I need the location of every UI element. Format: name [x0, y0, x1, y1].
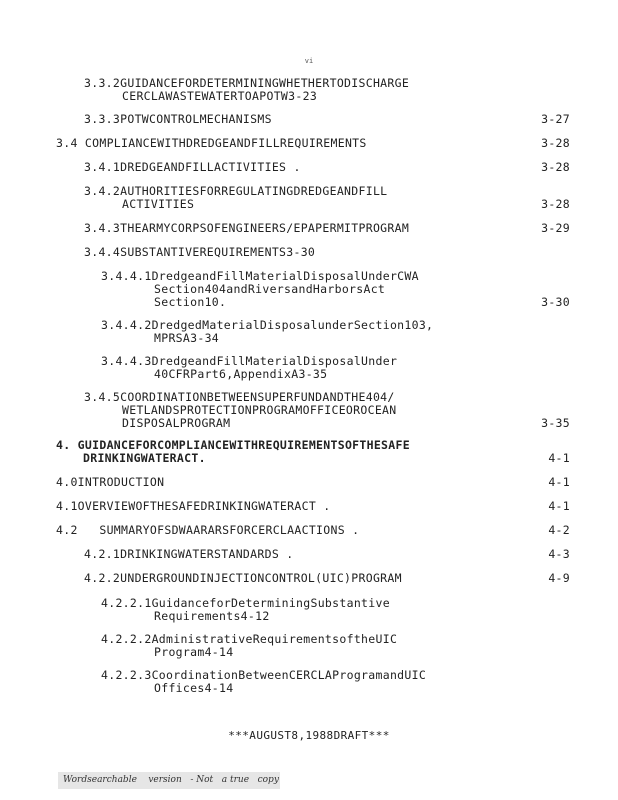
draft-date-footer: ***AUGUST8,1988DRAFT***: [228, 729, 390, 742]
toc-page-ref: 3-28: [541, 160, 570, 174]
toc-entry-line: 3.4.5COORDINATIONBETWEENSUPERFUNDANDTHE404/: [84, 390, 395, 404]
toc-entry-line: DRINKINGWATERACT.: [83, 451, 206, 465]
toc-entry: [56, 500, 570, 513]
toc-entry-line: 4.2.2.1GuidanceforDeterminingSubstantive: [101, 596, 390, 610]
toc-entry-line: 4.2.1DRINKINGWATERSTANDARDS .: [84, 547, 294, 561]
toc-entry: [56, 137, 570, 150]
toc-entry-line: 3.4.4.2DredgedMaterialDisposalunderSection103,: [101, 318, 434, 332]
toc-entry: [101, 597, 570, 623]
toc-page-ref: 4-9: [548, 571, 570, 585]
toc-entry-line: Program4-14: [154, 645, 234, 659]
toc-entry: [101, 270, 570, 309]
toc-entry-line: CERCLAWASTEWATERTOAPOTW3-23: [122, 89, 318, 103]
toc-page-ref: 4-2: [548, 523, 570, 537]
toc-entry-line: 4.2 SUMMARYOFSDWAARARSFORCERCLAACTIONS .: [56, 523, 360, 537]
toc-entry: [101, 319, 570, 345]
toc-entry-line: 3.3.2GUIDANCEFORDETERMININGWHETHERTODISCHARGE: [84, 76, 410, 90]
toc-entry-line: 3.4.3THEARMYCORPSOFENGINEERS/EPAPERMITPROGRAM: [84, 221, 410, 235]
toc-entry: [84, 113, 570, 126]
toc-entry-line: Section10.: [154, 295, 227, 309]
toc-entry-line: 40CFRPart6,AppendixA3-35: [154, 367, 328, 381]
toc-entry-line: 3.4.2AUTHORITIESFORREGULATINGDREDGEANDFILL: [84, 184, 388, 198]
toc-page-ref: 4-1: [548, 451, 570, 465]
toc-entry-line: 3.4 COMPLIANCEWITHDREDGEANDFILLREQUIREMENTS: [56, 136, 367, 150]
watermark-banner: Wordsearchable version - Not a true copy: [58, 772, 280, 789]
toc-entry: [84, 391, 570, 430]
toc-entry: [84, 185, 570, 211]
toc-page-ref: 4-3: [548, 547, 570, 561]
toc-entry-line: 3.3.3POTWCONTROLMECHANISMS: [84, 112, 272, 126]
toc-entry: [84, 222, 570, 235]
toc-entry-line: 3.4.4.1DredgeandFillMaterialDisposalUnderCWA: [101, 269, 419, 283]
toc-page-ref: 3-28: [541, 136, 570, 150]
toc-page-ref: 3-29: [541, 221, 570, 235]
toc-page-ref: 3-35: [541, 416, 570, 430]
toc-entry-line: 3.4.4.3DredgeandFillMaterialDisposalUnder: [101, 354, 398, 368]
toc-entry-line: Requirements4-12: [154, 609, 270, 623]
toc-page-ref: 4-1: [548, 499, 570, 513]
toc-entry-line: 4.1OVERVIEWOFTHESAFEDRINKINGWATERACT .: [56, 499, 331, 513]
toc-entry: [84, 77, 570, 103]
toc-page-ref: 3-30: [541, 295, 570, 309]
toc-entry: [56, 476, 570, 489]
toc-entry-line: 3.4.4SUBSTANTIVEREQUIREMENTS3-30: [84, 245, 316, 259]
toc-entry-line: 4.2.2UNDERGROUNDINJECTIONCONTROL(UIC)PROGRAM: [84, 571, 402, 585]
toc-entry: [101, 669, 570, 695]
toc-page-ref: 4-1: [548, 475, 570, 489]
toc-entry: [56, 439, 570, 465]
toc-entry-line: ACTIVITIES: [122, 197, 195, 211]
toc-entry: [84, 161, 570, 174]
toc-entry-line: Section404andRiversandHarborsAct: [154, 282, 386, 296]
toc-entry-line: 3.4.1DREDGEANDFILLACTIVITIES .: [84, 160, 301, 174]
toc-entry: [84, 548, 570, 561]
toc-page-ref: 3-27: [541, 112, 570, 126]
toc-entry-line: 4.0INTRODUCTION: [56, 475, 165, 489]
toc-entry: [56, 524, 570, 537]
toc-entry: [84, 246, 570, 259]
toc-entry: [101, 355, 570, 381]
toc-entry-line: MPRSA3-34: [154, 331, 220, 345]
toc-entry-line: 4. GUIDANCEFORCOMPLIANCEWITHREQUIREMENTSOFTHESAFE: [56, 438, 410, 452]
toc-entry-line: WETLANDSPROTECTIONPROGRAMOFFICEOROCEAN: [122, 403, 397, 417]
toc-entry-line: Offices4-14: [154, 681, 234, 695]
toc-entry: [101, 633, 570, 659]
toc-entry-line: 4.2.2.3CoordinationBetweenCERCLAProgramandUIC: [101, 668, 427, 682]
toc-entry: [84, 572, 570, 585]
toc-entry-line: DISPOSALPROGRAM: [122, 416, 231, 430]
page-number: vi: [304, 57, 314, 65]
toc-page-ref: 3-28: [541, 197, 570, 211]
toc-entry-line: 4.2.2.2AdministrativeRequirementsoftheUIC: [101, 632, 398, 646]
